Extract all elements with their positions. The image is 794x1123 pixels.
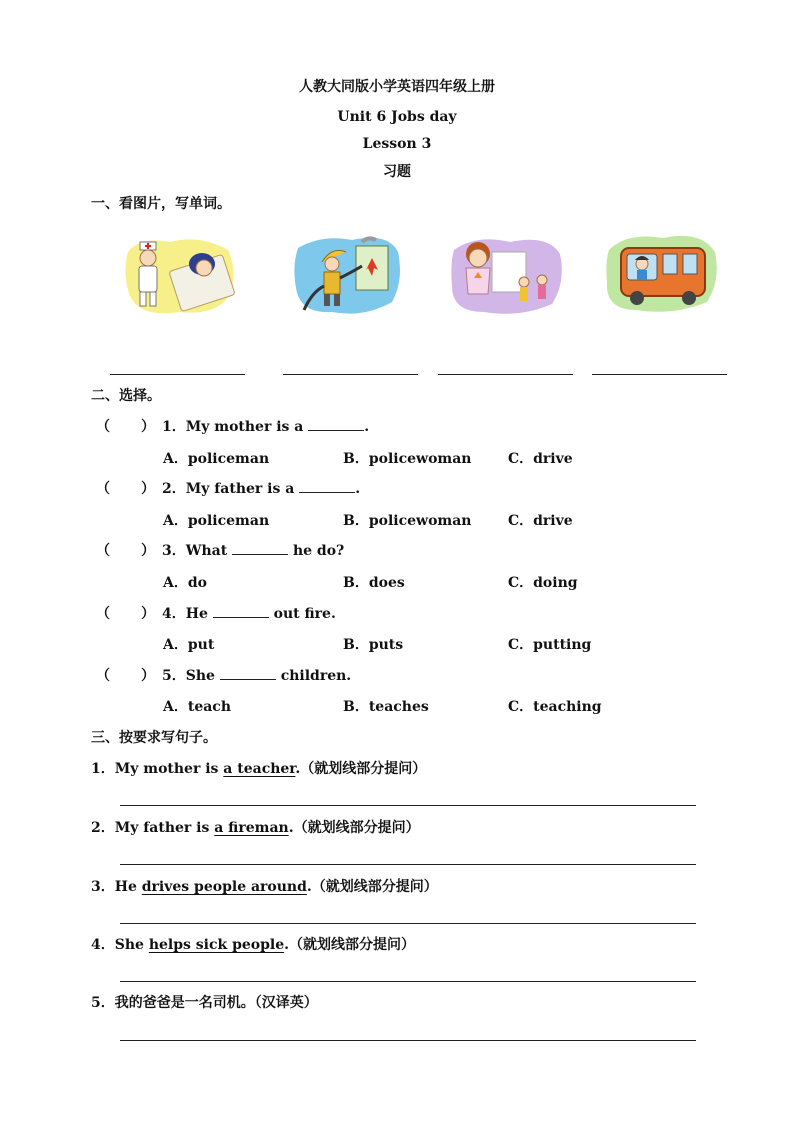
- question-2: [162, 480, 360, 498]
- question-number: 5．: [162, 668, 186, 684]
- doc-title: 人教大同版小学英语四年级上册: [299, 79, 495, 95]
- lesson-title: Lesson 3: [362, 136, 432, 152]
- option-b: B．policewoman: [343, 513, 472, 529]
- fill-blank[interactable]: [220, 667, 276, 680]
- answer-paren-open: （: [96, 606, 110, 622]
- item-number: 5．: [91, 995, 115, 1011]
- answer-paren-close: ）: [141, 668, 155, 684]
- question-text-pre: He: [185, 606, 208, 622]
- option-b: B．policewoman: [343, 451, 472, 467]
- answer-paren-open: （: [96, 543, 110, 559]
- item-text-post: .（就划线部分提问）: [288, 820, 420, 836]
- rewrite-item-3: [91, 878, 438, 896]
- driver-picture: [603, 230, 721, 316]
- nurse-picture: [120, 232, 240, 318]
- fill-blank[interactable]: [308, 418, 364, 431]
- answer-line[interactable]: [120, 805, 696, 806]
- option-c: C．teaching: [508, 699, 602, 715]
- fill-blank[interactable]: [213, 605, 269, 618]
- item-text-pre: My father is: [114, 820, 215, 836]
- option-a: A．put: [163, 637, 215, 653]
- question-number: 2．: [162, 481, 186, 497]
- underlined-part: drives people around: [141, 879, 307, 895]
- question-text-post: children.: [280, 668, 352, 684]
- option-c: C．doing: [508, 575, 578, 591]
- rewrite-item-5: [91, 994, 318, 1012]
- answer-line-2[interactable]: [283, 374, 418, 375]
- answer-paren-open: （: [96, 481, 110, 497]
- question-1: [162, 418, 369, 436]
- question-number: 4．: [162, 606, 186, 622]
- rewrite-item-1: [91, 760, 426, 778]
- question-3: [162, 542, 344, 560]
- question-text-post: he do?: [292, 543, 345, 559]
- item-text-post: .（就划线部分提问）: [284, 937, 415, 953]
- option-b: B．teaches: [343, 699, 429, 715]
- item-number: 3．: [91, 879, 115, 895]
- item-text-pre: She: [114, 937, 149, 953]
- underlined-part: helps sick people: [148, 937, 285, 953]
- section2-heading: 二、选择。: [91, 388, 161, 404]
- answer-line-1[interactable]: [110, 374, 245, 375]
- answer-paren-close: ）: [141, 543, 155, 559]
- section3-heading: 三、按要求写句子。: [91, 730, 217, 746]
- question-text-post: out fire.: [273, 606, 336, 622]
- question-text-pre: My mother is a: [185, 419, 304, 435]
- item-number: 2．: [91, 820, 115, 836]
- question-text-pre: My father is a: [185, 481, 295, 497]
- exercise-subtitle: 习题: [383, 164, 411, 180]
- item-text-pre: 我的爸爸是一名司机。（汉译英）: [114, 995, 318, 1011]
- option-c: C．putting: [508, 637, 592, 653]
- underlined-part: a fireman: [214, 820, 289, 836]
- question-5: [162, 667, 351, 685]
- question-text-post: .: [364, 419, 370, 435]
- answer-line[interactable]: [120, 864, 696, 865]
- answer-line[interactable]: [120, 981, 696, 982]
- answer-line-4[interactable]: [592, 374, 727, 375]
- answer-line[interactable]: [120, 1040, 696, 1041]
- item-number: 1．: [91, 761, 115, 777]
- question-text-pre: She: [185, 668, 215, 684]
- option-a: A．policeman: [163, 451, 270, 467]
- unit-title: Unit 6 Jobs day: [337, 109, 457, 125]
- item-text-post: .（就划线部分提问）: [306, 879, 438, 895]
- fill-blank[interactable]: [299, 480, 355, 493]
- answer-line[interactable]: [120, 923, 696, 924]
- item-text-pre: My mother is: [114, 761, 224, 777]
- option-b: B．does: [343, 575, 405, 591]
- item-number: 4．: [91, 937, 115, 953]
- option-c: C．drive: [508, 451, 573, 467]
- answer-paren-close: ）: [141, 481, 155, 497]
- section1-heading: 一、看图片，写单词。: [91, 196, 231, 212]
- answer-paren-open: （: [96, 419, 110, 435]
- question-number: 3．: [162, 543, 186, 559]
- fireman-picture: [292, 232, 404, 318]
- answer-line-3[interactable]: [438, 374, 573, 375]
- fill-blank[interactable]: [232, 542, 288, 555]
- answer-paren-close: ）: [141, 606, 155, 622]
- answer-paren-close: ）: [141, 419, 155, 435]
- question-4: [162, 605, 336, 623]
- question-number: 1．: [162, 419, 186, 435]
- rewrite-item-4: [91, 936, 415, 954]
- teacher-picture: [448, 232, 566, 318]
- option-b: B．puts: [343, 637, 404, 653]
- item-text-post: .（就划线部分提问）: [295, 761, 427, 777]
- option-a: A．do: [163, 575, 207, 591]
- item-text-pre: He: [114, 879, 142, 895]
- underlined-part: a teacher: [223, 761, 296, 777]
- question-text-post: .: [355, 481, 361, 497]
- option-c: C．drive: [508, 513, 573, 529]
- option-a: A．teach: [163, 699, 232, 715]
- question-text-pre: What: [185, 543, 228, 559]
- rewrite-item-2: [91, 819, 420, 837]
- answer-paren-open: （: [96, 668, 110, 684]
- option-a: A．policeman: [163, 513, 270, 529]
